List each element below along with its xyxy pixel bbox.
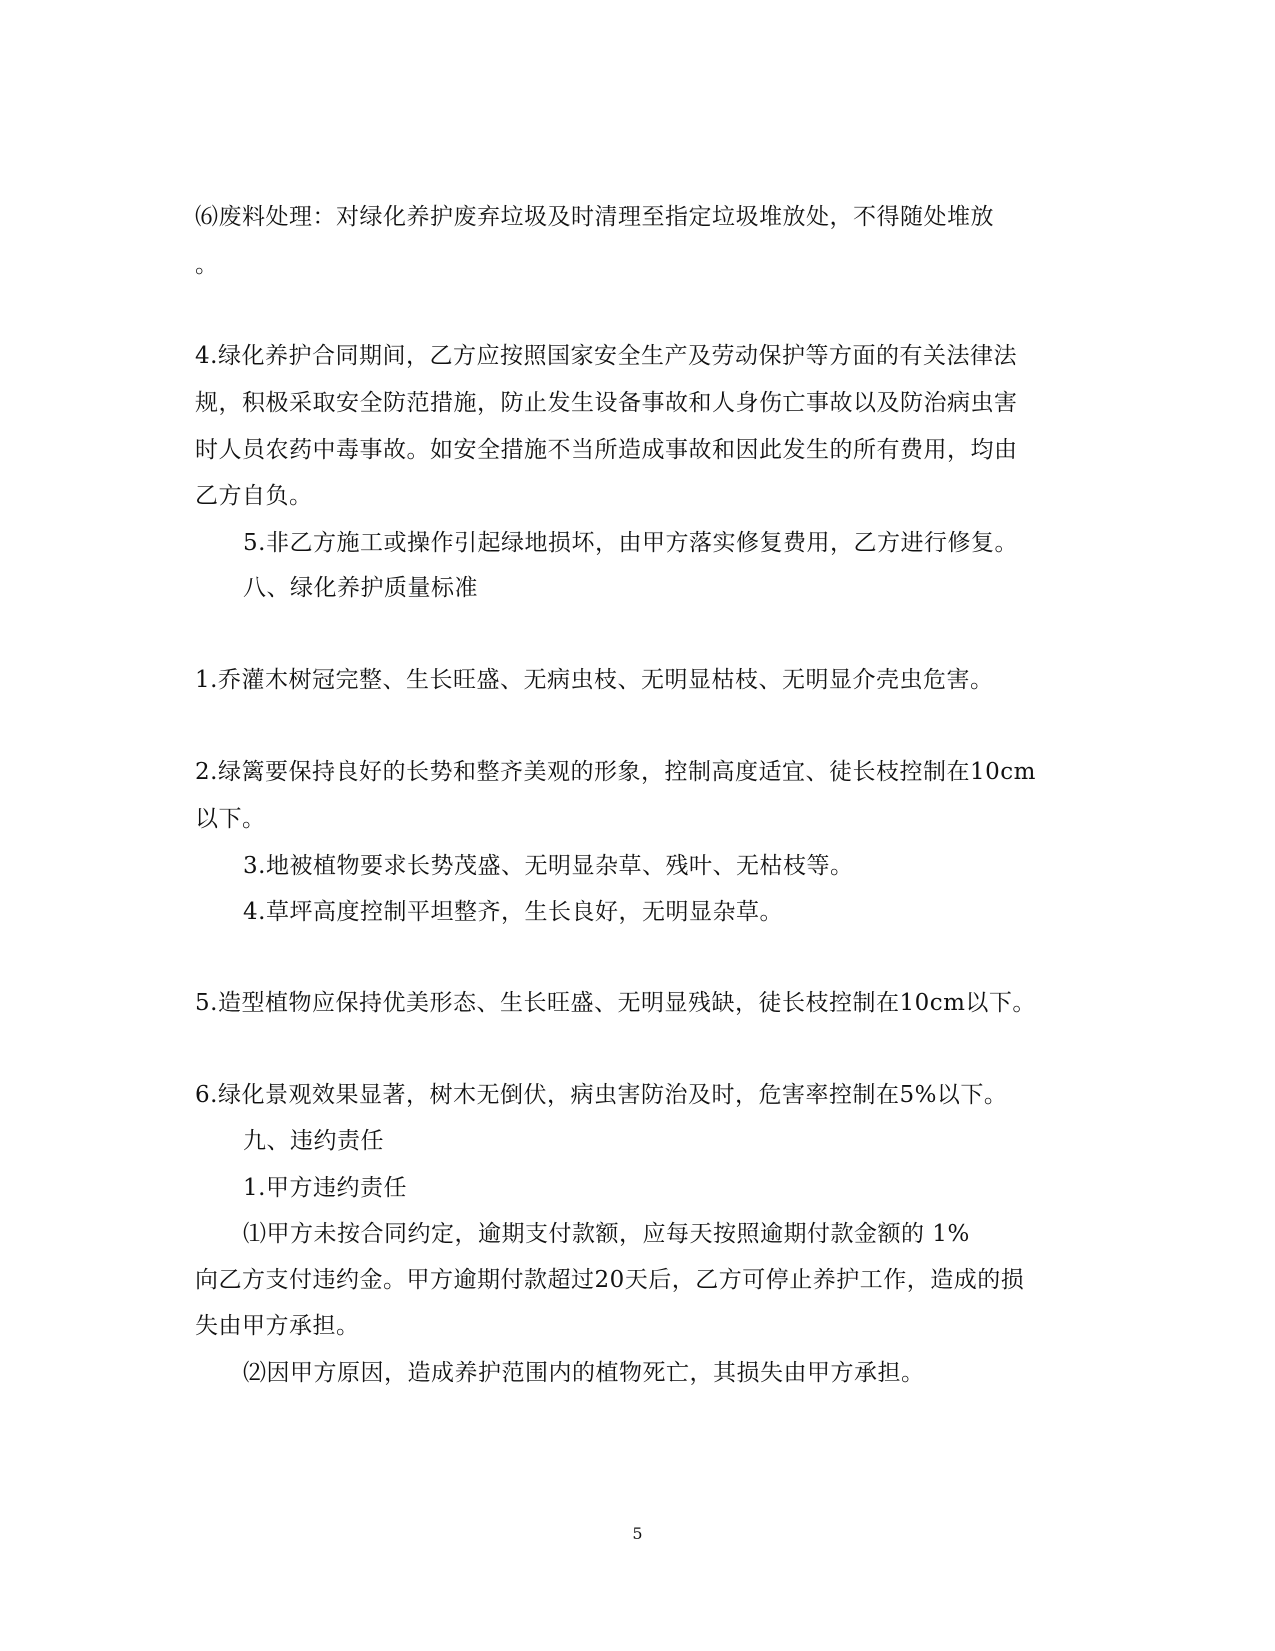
page-number: 5: [632, 1524, 643, 1543]
paragraph-line: 5.造型植物应保持优美形态、生长旺盛、无明显残缺，徒长枝控制在10cm以下。: [195, 990, 1036, 1016]
paragraph-line: 2.绿篱要保持良好的长势和整齐美观的形象，控制高度适宜、徒长枝控制在10cm: [195, 759, 1036, 785]
paragraph-line: 时人员农药中毒事故。如安全措施不当所造成事故和因此发生的所有费用，均由: [195, 437, 1018, 463]
paragraph-line: 以下。: [195, 806, 266, 832]
paragraph-line: 4.绿化养护合同期间，乙方应按照国家安全生产及劳动保护等方面的有关法律法: [195, 343, 1017, 369]
paragraph-line: 向乙方支付违约金。甲方逾期付款超过20天后，乙方可停止养护工作，造成的损: [195, 1267, 1025, 1293]
paragraph-line: 1.乔灌木树冠完整、生长旺盛、无病虫枝、无明显枯枝、无明显介壳虫危害。: [195, 667, 994, 693]
paragraph-line: 5.非乙方施工或操作引起绿地损坏，由甲方落实修复费用，乙方进行修复。: [243, 530, 1018, 556]
paragraph-line: 规，积极采取安全防范措施，防止发生设备事故和人身伤亡事故以及防治病虫害: [195, 390, 1018, 416]
section-heading: 九、违约责任: [243, 1128, 384, 1154]
paragraph-line: 4.草坪高度控制平坦整齐，生长良好，无明显杂草。: [243, 899, 783, 925]
paragraph-line: ⑴甲方未按合同约定，逾期支付款额，应每天按照逾期付款金额的 1%: [243, 1221, 970, 1247]
paragraph-line: 失由甲方承担。: [195, 1313, 360, 1339]
section-heading: 八、绿化养护质量标准: [243, 575, 478, 601]
paragraph-line: 乙方自负。: [195, 483, 313, 509]
paragraph-line: 6.绿化景观效果显著，树木无倒伏，病虫害防治及时，危害率控制在5%以下。: [195, 1082, 1008, 1108]
paragraph-line: ⑹废料处理：对绿化养护废弃垃圾及时清理至指定垃圾堆放处，不得随处堆放: [195, 204, 994, 230]
subsection-heading: 1.甲方违约责任: [243, 1175, 407, 1201]
paragraph-line: 。: [195, 252, 219, 278]
paragraph-line: ⑵因甲方原因，造成养护范围内的植物死亡，其损失由甲方承担。: [243, 1360, 925, 1386]
paragraph-line: 3.地被植物要求长势茂盛、无明显杂草、残叶、无枯枝等。: [243, 853, 854, 879]
